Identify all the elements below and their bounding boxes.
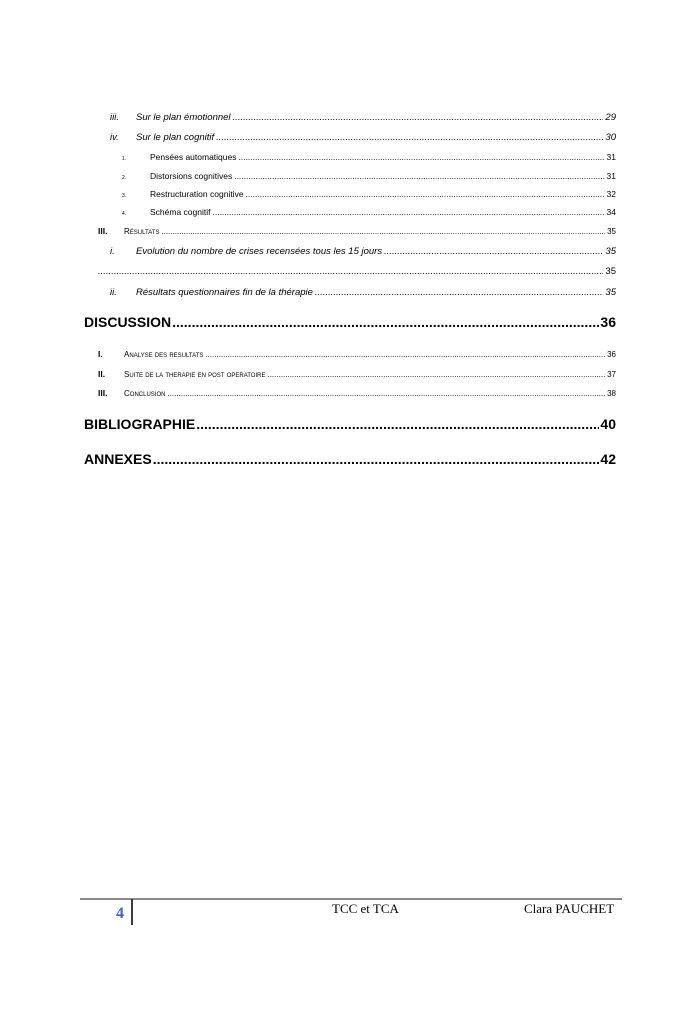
toc-entry[interactable] xyxy=(98,349,616,359)
toc-leader xyxy=(238,152,604,162)
toc-entry-page: 34 xyxy=(606,207,616,217)
toc-entry[interactable] xyxy=(122,207,616,217)
toc-entry[interactable] xyxy=(122,171,616,181)
toc-leader xyxy=(196,416,599,432)
toc-leader xyxy=(234,171,604,181)
toc-entry-page: 30 xyxy=(605,132,616,143)
toc-entry-page: 31 xyxy=(606,171,616,181)
toc-entry-label: Suite de la therapie en post operatoire xyxy=(124,370,266,379)
toc-entry-label: Résultats xyxy=(124,227,160,236)
toc-entry-label: Résultats questionnaires fin de la thérapie xyxy=(136,287,313,298)
toc-entry[interactable] xyxy=(110,112,616,123)
toc-entry-label: Evolution du nombre de crises recensées tous les 15 jours xyxy=(136,246,383,257)
toc-heading[interactable] xyxy=(84,451,616,467)
toc-entry-page: 35 xyxy=(607,227,616,236)
toc-heading-label: BIBLIOGRAPHIE xyxy=(84,416,196,432)
toc-heading-page: 36 xyxy=(600,314,616,330)
toc-leader xyxy=(205,350,605,359)
toc-leader xyxy=(315,287,604,298)
toc-entry-number: II. xyxy=(98,369,106,379)
footer-page-number: 4 xyxy=(116,905,124,922)
toc-entry-label: Restructuration cognitive xyxy=(150,189,244,199)
toc-entry[interactable] xyxy=(110,246,616,257)
toc-entry-label: Sur le plan cognitif xyxy=(136,132,215,143)
footer-title: TCC et TCA xyxy=(332,901,399,916)
toc-leader xyxy=(216,132,603,143)
toc-entry-label: Schéma cognitif xyxy=(150,207,211,217)
toc-heading[interactable] xyxy=(84,314,616,330)
toc-leader xyxy=(384,246,603,257)
toc-entry-number: ii. xyxy=(110,287,117,298)
toc-entry[interactable] xyxy=(98,369,616,379)
toc-entry-page: 35 xyxy=(605,246,616,257)
toc-entry-number: III. xyxy=(98,388,108,398)
toc-leader xyxy=(267,370,605,379)
toc-heading-label: ANNEXES xyxy=(84,451,152,467)
toc-entry[interactable] xyxy=(122,189,616,199)
toc-leader xyxy=(212,207,604,217)
toc-entry-page: 31 xyxy=(606,152,616,162)
toc-entry[interactable] xyxy=(122,152,616,162)
toc-entry-label: Distorsions cognitives xyxy=(150,171,233,181)
toc-leader xyxy=(233,112,604,123)
toc-heading-label: DISCUSSION xyxy=(84,314,172,330)
toc-entry-page: 38 xyxy=(607,389,616,398)
toc-entry-label: Analyse des resultats xyxy=(124,350,204,359)
toc-entry-number: iv. xyxy=(110,132,119,143)
toc-entry-page: 35 xyxy=(605,266,616,277)
toc-entry-number: 4. xyxy=(122,211,127,217)
toc-entry[interactable] xyxy=(98,266,616,277)
toc-entry-number: I. xyxy=(98,349,103,359)
toc-entry-label: Sur le plan émotionnel xyxy=(136,112,231,123)
toc-entry-number: 3. xyxy=(122,193,127,199)
toc-entry-page: 32 xyxy=(606,189,616,199)
toc-entry[interactable] xyxy=(110,132,616,143)
toc-leader xyxy=(246,189,605,199)
toc-leader xyxy=(98,266,603,277)
toc-entry-number: 2. xyxy=(122,175,127,181)
toc-heading-page: 42 xyxy=(600,451,616,467)
toc-entry-number: 1. xyxy=(122,156,127,162)
toc-entry-label: Pensées automatiques xyxy=(150,152,237,162)
footer-vertical-bar xyxy=(131,899,133,925)
toc-entry-number: iii. xyxy=(110,112,119,123)
toc-entry-page: 36 xyxy=(607,350,616,359)
toc-entry-number: III. xyxy=(98,226,108,236)
toc-entry-number: i. xyxy=(110,246,115,257)
toc-leader xyxy=(161,227,605,236)
footer-divider xyxy=(80,898,622,900)
footer-author: Clara PAUCHET xyxy=(524,901,615,916)
toc-leader xyxy=(172,314,599,330)
toc-entry-page: 35 xyxy=(605,287,616,298)
toc-leader xyxy=(167,389,605,398)
toc-entry[interactable] xyxy=(98,388,616,398)
toc-entry-page: 37 xyxy=(607,370,616,379)
toc-entry-page: 29 xyxy=(605,112,616,123)
toc-entry-label: Conclusion xyxy=(124,389,166,398)
toc-heading-page: 40 xyxy=(600,416,616,432)
toc-heading[interactable] xyxy=(84,416,616,432)
toc-entry[interactable] xyxy=(110,287,616,298)
toc-entry[interactable] xyxy=(98,226,616,236)
toc-leader xyxy=(153,451,600,467)
